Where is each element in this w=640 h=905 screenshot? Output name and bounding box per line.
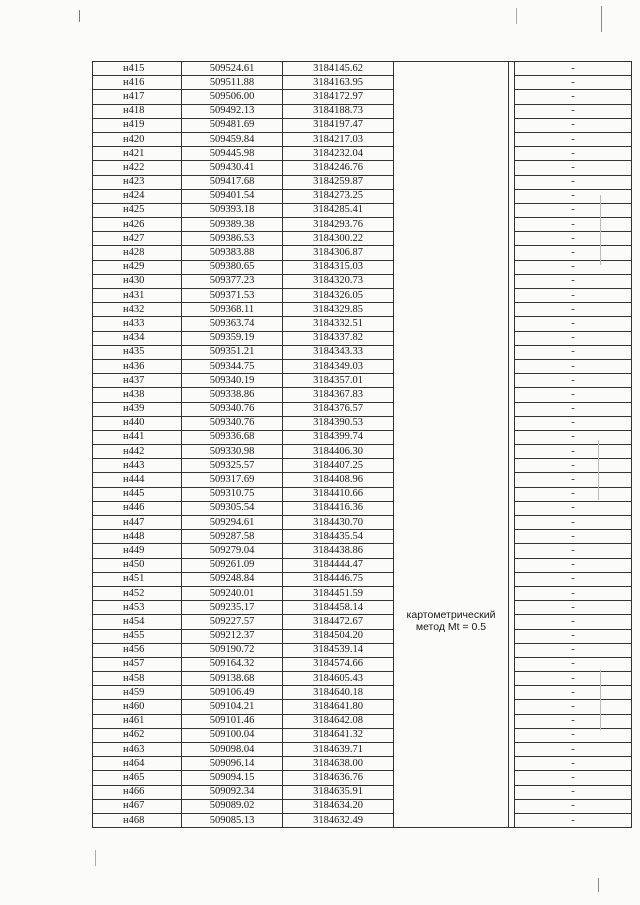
point-name-cell: н463 [93,743,182,757]
point-name-cell: н448 [93,530,182,544]
table-row [93,147,632,161]
y-coordinate-cell: 3184406.30 [283,445,394,459]
mark-cell: - [515,516,632,530]
y-coordinate-cell: 3184306.87 [283,246,394,260]
point-name-cell: н421 [93,147,182,161]
mark-cell: - [515,657,632,671]
point-name-cell: н418 [93,104,182,118]
y-coordinate-cell: 3184634.20 [283,799,394,813]
y-coordinate-cell: 3184605.43 [283,672,394,686]
point-name-cell: н428 [93,246,182,260]
point-name-cell: н430 [93,274,182,288]
mark-cell: - [515,672,632,686]
point-name-cell: н425 [93,203,182,217]
table-row [93,331,632,345]
table-row [93,62,632,76]
table-row [93,813,632,827]
point-name-cell: н441 [93,430,182,444]
mark-cell: - [515,331,632,345]
x-coordinate-cell: 509430.41 [182,161,283,175]
x-coordinate-cell: 509383.88 [182,246,283,260]
table-row [93,586,632,600]
point-name-cell: н460 [93,700,182,714]
y-coordinate-cell: 3184259.87 [283,175,394,189]
coordinates-table [92,61,632,828]
y-coordinate-cell: 3184641.80 [283,700,394,714]
table-row [93,601,632,615]
mark-cell: - [515,374,632,388]
method-cell [394,62,509,828]
x-coordinate-cell: 509101.46 [182,714,283,728]
mark-cell: - [515,714,632,728]
table-row [93,161,632,175]
scan-mark [601,6,602,32]
x-coordinate-cell: 509104.21 [182,700,283,714]
point-name-cell: н455 [93,629,182,643]
y-coordinate-cell: 3184343.33 [283,345,394,359]
point-name-cell: н436 [93,359,182,373]
point-name-cell: н442 [93,445,182,459]
x-coordinate-cell: 509248.84 [182,572,283,586]
x-coordinate-cell: 509340.19 [182,374,283,388]
x-coordinate-cell: 509377.23 [182,274,283,288]
table-row [93,728,632,742]
y-coordinate-cell: 3184641.32 [283,728,394,742]
table-row [93,743,632,757]
y-coordinate-cell: 3184172.97 [283,90,394,104]
x-coordinate-cell: 509524.61 [182,62,283,76]
y-coordinate-cell: 3184329.85 [283,303,394,317]
point-name-cell: н449 [93,544,182,558]
point-name-cell: н432 [93,303,182,317]
table-row [93,459,632,473]
y-coordinate-cell: 3184163.95 [283,76,394,90]
point-name-cell: н452 [93,586,182,600]
y-coordinate-cell: 3184636.76 [283,771,394,785]
x-coordinate-cell: 509386.53 [182,232,283,246]
mark-cell: - [515,303,632,317]
point-name-cell: н451 [93,572,182,586]
mark-cell: - [515,473,632,487]
mark-cell: - [515,572,632,586]
x-coordinate-cell: 509227.57 [182,615,283,629]
y-coordinate-cell: 3184408.96 [283,473,394,487]
mark-cell: - [515,615,632,629]
scan-mark [598,440,599,500]
mark-cell: - [515,586,632,600]
table-row [93,686,632,700]
mark-cell: - [515,416,632,430]
x-coordinate-cell: 509380.65 [182,260,283,274]
table-row [93,700,632,714]
y-coordinate-cell: 3184639.71 [283,743,394,757]
point-name-cell: н454 [93,615,182,629]
x-coordinate-cell: 509098.04 [182,743,283,757]
mark-cell: - [515,686,632,700]
x-coordinate-cell: 509305.54 [182,501,283,515]
scan-mark [600,195,601,265]
y-coordinate-cell: 3184293.76 [283,218,394,232]
point-name-cell: н466 [93,785,182,799]
mark-cell: - [515,629,632,643]
mark-cell: - [515,501,632,515]
y-coordinate-cell: 3184472.67 [283,615,394,629]
point-name-cell: н445 [93,487,182,501]
x-coordinate-cell: 509138.68 [182,672,283,686]
point-name-cell: н416 [93,76,182,90]
mark-cell: - [515,487,632,501]
table-row [93,558,632,572]
table-row [93,118,632,132]
x-coordinate-cell: 509096.14 [182,757,283,771]
y-coordinate-cell: 3184635.91 [283,785,394,799]
x-coordinate-cell: 509294.61 [182,516,283,530]
mark-cell: - [515,345,632,359]
y-coordinate-cell: 3184246.76 [283,161,394,175]
scan-mark [598,878,599,892]
x-coordinate-cell: 509330.98 [182,445,283,459]
x-coordinate-cell: 509190.72 [182,643,283,657]
mark-cell: - [515,459,632,473]
mark-cell: - [515,771,632,785]
point-name-cell: н435 [93,345,182,359]
y-coordinate-cell: 3184188.73 [283,104,394,118]
point-name-cell: н424 [93,189,182,203]
table-row [93,232,632,246]
y-coordinate-cell: 3184145.62 [283,62,394,76]
x-coordinate-cell: 509393.18 [182,203,283,217]
table-row [93,473,632,487]
x-coordinate-cell: 509317.69 [182,473,283,487]
x-coordinate-cell: 509511.88 [182,76,283,90]
table-row [93,274,632,288]
point-name-cell: н459 [93,686,182,700]
point-name-cell: н443 [93,459,182,473]
point-name-cell: н462 [93,728,182,742]
table-row [93,359,632,373]
mark-cell: - [515,90,632,104]
y-coordinate-cell: 3184326.05 [283,289,394,303]
x-coordinate-cell: 509371.53 [182,289,283,303]
mark-cell: - [515,260,632,274]
table-row [93,289,632,303]
point-name-cell: н440 [93,416,182,430]
point-name-cell: н465 [93,771,182,785]
y-coordinate-cell: 3184539.14 [283,643,394,657]
table-row [93,189,632,203]
mark-cell: - [515,232,632,246]
point-name-cell: н439 [93,402,182,416]
y-coordinate-cell: 3184430.70 [283,516,394,530]
point-name-cell: н422 [93,161,182,175]
x-coordinate-cell: 509325.57 [182,459,283,473]
point-name-cell: н457 [93,657,182,671]
mark-cell: - [515,118,632,132]
table-row [93,246,632,260]
mark-cell: - [515,246,632,260]
table-row [93,374,632,388]
x-coordinate-cell: 509100.04 [182,728,283,742]
y-coordinate-cell: 3184349.03 [283,359,394,373]
y-coordinate-cell: 3184632.49 [283,813,394,827]
y-coordinate-cell: 3184273.25 [283,189,394,203]
x-coordinate-cell: 509287.58 [182,530,283,544]
x-coordinate-cell: 509363.74 [182,317,283,331]
table-row [93,643,632,657]
point-name-cell: н458 [93,672,182,686]
method-line-1: картометрический [406,608,496,621]
y-coordinate-cell: 3184410.66 [283,487,394,501]
y-coordinate-cell: 3184232.04 [283,147,394,161]
table-row [93,771,632,785]
x-coordinate-cell: 509340.76 [182,402,283,416]
table-row [93,76,632,90]
table-row [93,672,632,686]
point-name-cell: н417 [93,90,182,104]
point-name-cell: н426 [93,218,182,232]
table-row [93,544,632,558]
x-coordinate-cell: 509368.11 [182,303,283,317]
x-coordinate-cell: 509338.86 [182,388,283,402]
table-row [93,785,632,799]
coordinates-table-body [93,62,632,828]
point-name-cell: н453 [93,601,182,615]
table-row [93,501,632,515]
y-coordinate-cell: 3184337.82 [283,331,394,345]
mark-cell: - [515,317,632,331]
y-coordinate-cell: 3184332.51 [283,317,394,331]
x-coordinate-cell: 509085.13 [182,813,283,827]
point-name-cell: н467 [93,799,182,813]
mark-cell: - [515,76,632,90]
point-name-cell: н464 [93,757,182,771]
table-row [93,714,632,728]
point-name-cell: н461 [93,714,182,728]
y-coordinate-cell: 3184357.01 [283,374,394,388]
point-name-cell: н447 [93,516,182,530]
mark-cell: - [515,274,632,288]
y-coordinate-cell: 3184574.66 [283,657,394,671]
table-row [93,445,632,459]
mark-cell: - [515,104,632,118]
x-coordinate-cell: 509445.98 [182,147,283,161]
x-coordinate-cell: 509240.01 [182,586,283,600]
table-row [93,615,632,629]
x-coordinate-cell: 509340.76 [182,416,283,430]
mark-cell: - [515,161,632,175]
y-coordinate-cell: 3184197.47 [283,118,394,132]
mark-cell: - [515,289,632,303]
x-coordinate-cell: 509481.69 [182,118,283,132]
y-coordinate-cell: 3184444.47 [283,558,394,572]
x-coordinate-cell: 509089.02 [182,799,283,813]
mark-cell: - [515,799,632,813]
x-coordinate-cell: 509164.32 [182,657,283,671]
scan-mark [79,10,80,22]
x-coordinate-cell: 509310.75 [182,487,283,501]
y-coordinate-cell: 3184285.41 [283,203,394,217]
point-name-cell: н456 [93,643,182,657]
y-coordinate-cell: 3184638.00 [283,757,394,771]
mark-cell: - [515,430,632,444]
mark-cell: - [515,530,632,544]
point-name-cell: н433 [93,317,182,331]
y-coordinate-cell: 3184435.54 [283,530,394,544]
mark-cell: - [515,445,632,459]
point-name-cell: н420 [93,132,182,146]
table-row [93,416,632,430]
y-coordinate-cell: 3184640.18 [283,686,394,700]
x-coordinate-cell: 509344.75 [182,359,283,373]
x-coordinate-cell: 509401.54 [182,189,283,203]
table-row [93,260,632,274]
table-row [93,516,632,530]
mark-cell: - [515,813,632,827]
point-name-cell: н431 [93,289,182,303]
table-row [93,530,632,544]
mark-cell: - [515,147,632,161]
mark-cell: - [515,728,632,742]
x-coordinate-cell: 509459.84 [182,132,283,146]
mark-cell: - [515,785,632,799]
table-row [93,317,632,331]
y-coordinate-cell: 3184320.73 [283,274,394,288]
y-coordinate-cell: 3184315.03 [283,260,394,274]
method-text [407,609,496,633]
y-coordinate-cell: 3184458.14 [283,601,394,615]
point-name-cell: н437 [93,374,182,388]
table-row [93,487,632,501]
x-coordinate-cell: 509336.68 [182,430,283,444]
y-coordinate-cell: 3184367.83 [283,388,394,402]
x-coordinate-cell: 509092.34 [182,785,283,799]
table-row [93,657,632,671]
mark-cell: - [515,544,632,558]
point-name-cell: н429 [93,260,182,274]
y-coordinate-cell: 3184504.20 [283,629,394,643]
table-row [93,799,632,813]
x-coordinate-cell: 509417.68 [182,175,283,189]
table-row [93,345,632,359]
point-name-cell: н450 [93,558,182,572]
x-coordinate-cell: 509106.49 [182,686,283,700]
x-coordinate-cell: 509492.13 [182,104,283,118]
y-coordinate-cell: 3184399.74 [283,430,394,444]
scan-mark [95,850,96,866]
y-coordinate-cell: 3184390.53 [283,416,394,430]
point-name-cell: н468 [93,813,182,827]
mark-cell: - [515,175,632,189]
table-row [93,303,632,317]
mark-cell: - [515,558,632,572]
x-coordinate-cell: 509261.09 [182,558,283,572]
x-coordinate-cell: 509235.17 [182,601,283,615]
table-row [93,629,632,643]
y-coordinate-cell: 3184407.25 [283,459,394,473]
mark-cell: - [515,132,632,146]
y-coordinate-cell: 3184217.03 [283,132,394,146]
mark-cell: - [515,700,632,714]
table-row [93,388,632,402]
y-coordinate-cell: 3184438.86 [283,544,394,558]
mark-cell: - [515,218,632,232]
table-row [93,104,632,118]
x-coordinate-cell: 509506.00 [182,90,283,104]
point-name-cell: н419 [93,118,182,132]
mark-cell: - [515,203,632,217]
point-name-cell: н415 [93,62,182,76]
scan-mark [600,670,601,730]
point-name-cell: н423 [93,175,182,189]
y-coordinate-cell: 3184642.08 [283,714,394,728]
table-row [93,203,632,217]
point-name-cell: н427 [93,232,182,246]
table-row [93,402,632,416]
y-coordinate-cell: 3184446.75 [283,572,394,586]
mark-cell: - [515,743,632,757]
y-coordinate-cell: 3184451.59 [283,586,394,600]
x-coordinate-cell: 509279.04 [182,544,283,558]
x-coordinate-cell: 509351.21 [182,345,283,359]
point-name-cell: н446 [93,501,182,515]
x-coordinate-cell: 509212.37 [182,629,283,643]
table-row [93,430,632,444]
x-coordinate-cell: 509389.38 [182,218,283,232]
mark-cell: - [515,62,632,76]
scan-mark [516,8,517,24]
table-row [93,175,632,189]
mark-cell: - [515,388,632,402]
y-coordinate-cell: 3184416.36 [283,501,394,515]
y-coordinate-cell: 3184300.22 [283,232,394,246]
point-name-cell: н444 [93,473,182,487]
mark-cell: - [515,402,632,416]
point-name-cell: н434 [93,331,182,345]
mark-cell: - [515,643,632,657]
point-name-cell: н438 [93,388,182,402]
y-coordinate-cell: 3184376.57 [283,402,394,416]
table-row [93,90,632,104]
x-coordinate-cell: 509094.15 [182,771,283,785]
mark-cell: - [515,189,632,203]
mark-cell: - [515,359,632,373]
mark-cell: - [515,757,632,771]
table-row [93,572,632,586]
table-row [93,757,632,771]
table-row [93,218,632,232]
mark-cell: - [515,601,632,615]
table-row [93,132,632,146]
method-line-2: метод Mt = 0.5 [415,620,487,633]
x-coordinate-cell: 509359.19 [182,331,283,345]
